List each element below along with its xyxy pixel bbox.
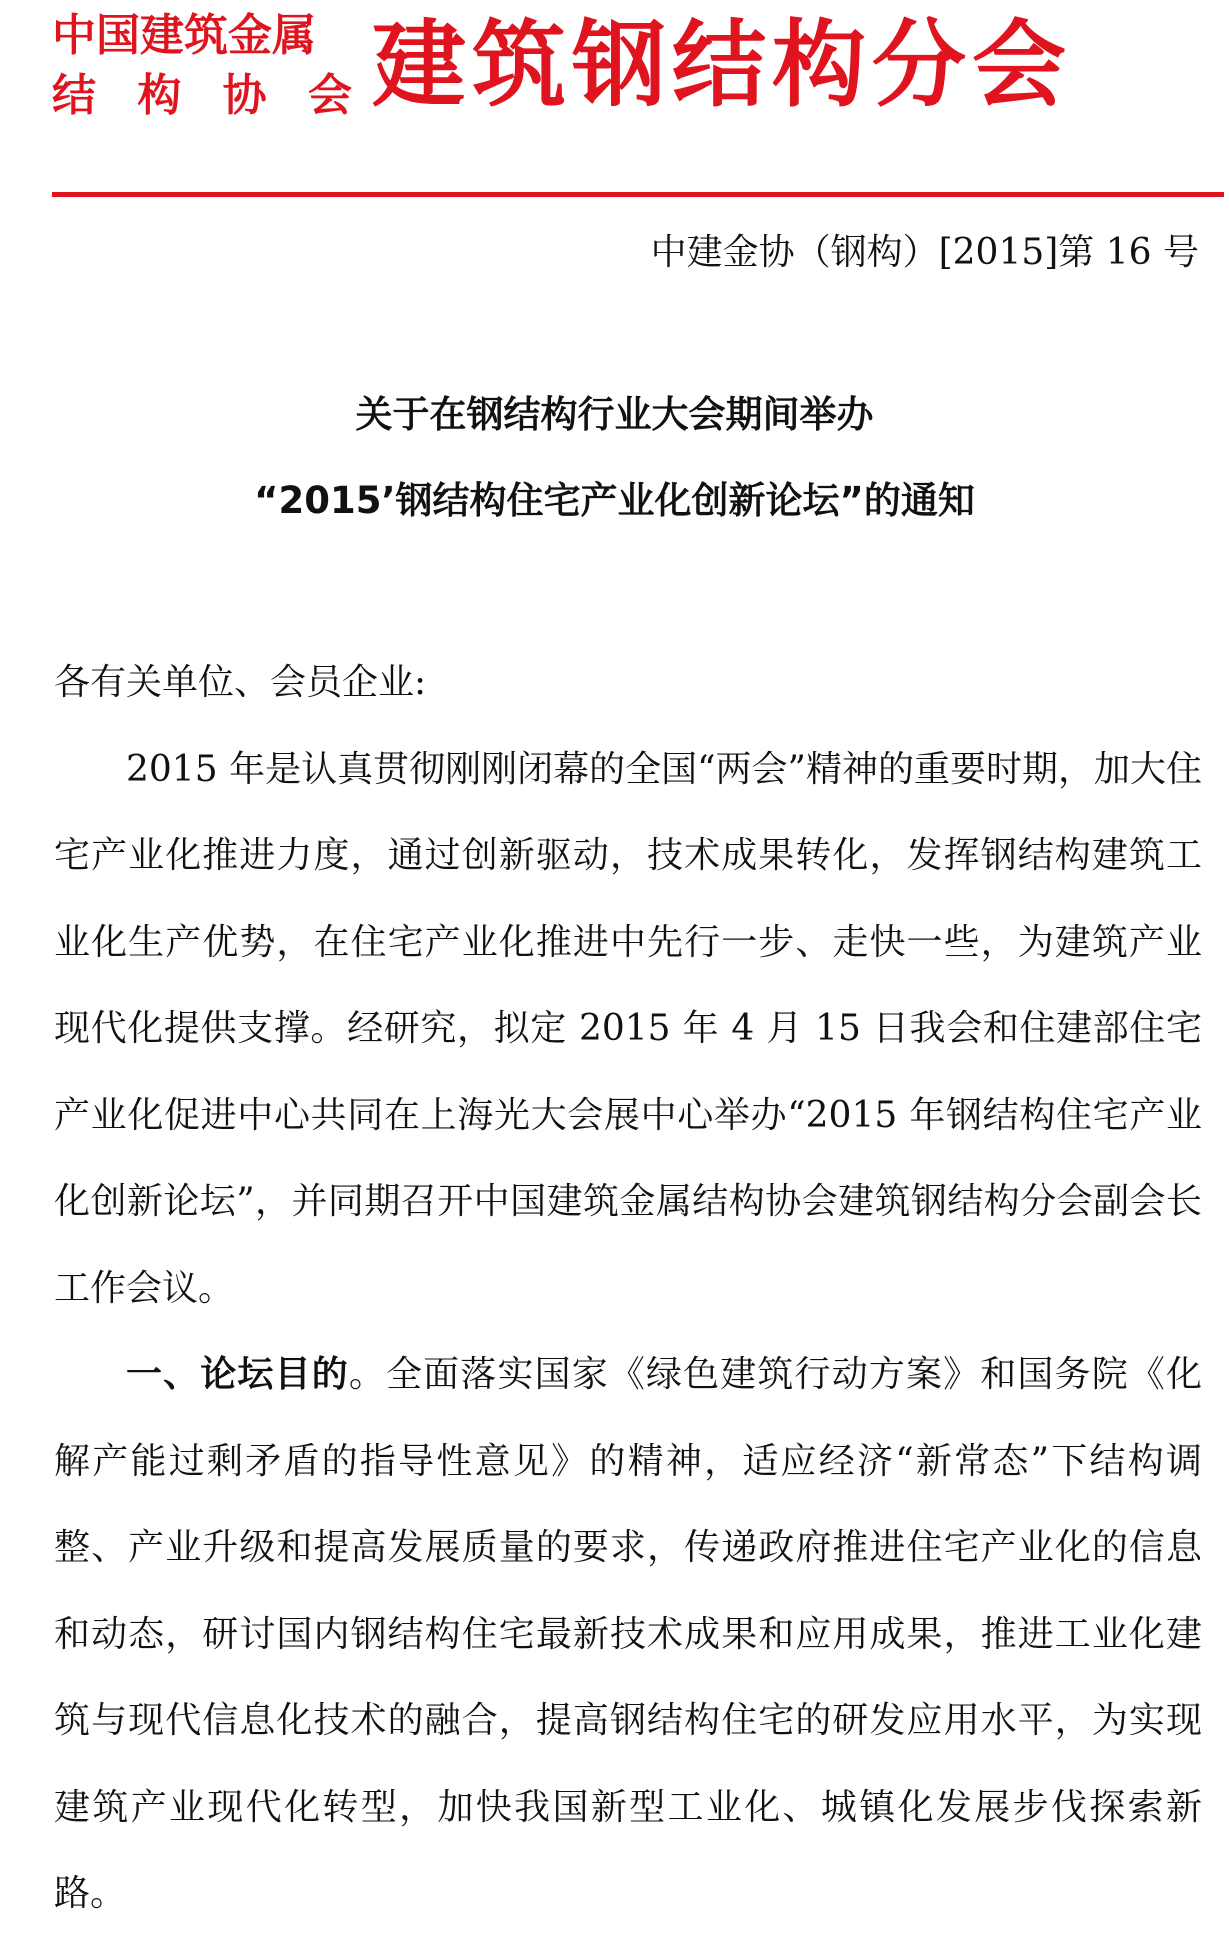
org-name-char: 会 [307,70,352,121]
document-body [54,640,1202,1938]
letterhead-org-name [52,6,352,126]
document-title-line1: 关于在钢结构行业大会期间举办 [355,393,874,436]
body-paragraph-1: 2015 年是认真贯彻刚刚闭幕的全国“两会”精神的重要时期，加大住宅产业化推进力度，通过创新驱动，技术成果转化，发挥钢结构建筑工业化生产优势，在住宅产业化推进中先行一步、走快一些，为建筑产业现代化提供支撑。经研究，拟定 2015 年 4 月 15 日我会和住建部住宅产业化促进中心共同在上海光大会展中心举办“2015 年钢结构住宅产业化创新论坛”，并同期召开中国建筑金属结构协会建筑钢结构分会副会长工作会议。 [54,748,1202,1309]
document-title-line2: “2015’钢结构住宅产业化创新论坛”的通知 [254,479,975,522]
section-1-text: 。全面落实国家《绿色建筑行动方案》和国务院《化解产能过剩矛盾的指导性意见》的精神，适应经济“新常态”下结构调整、产业升级和提高发展质量的要求，传递政府推进住宅产业化的信息和动态，研讨国内钢结构住宅最新技术成果和应用成果，推进工业化建筑与现代信息化技术的融合，提高钢结构住宅的研发应用水平，为实现建筑产业现代化转型，加快我国新型工业化、城镇化发展步伐探索新路。 [54,1354,1202,1914]
org-name-line1: 中国建筑金属 [52,10,316,61]
org-name-char: 构 [137,70,182,121]
org-name-char: 协 [222,70,267,121]
letterhead-divider [52,192,1224,197]
org-name-line2 [52,66,352,126]
section-1-paragraph [54,1332,1202,1938]
org-name-char: 结 [52,70,96,121]
section-1-heading: 一、论坛目的 [126,1354,349,1395]
document-number: 中建金协（钢构）[2015]第 16 号 [650,232,1199,273]
letterhead-branch-name: 建筑钢结构分会 [372,11,1073,120]
salutation: 各有关单位、会员企业: [54,662,427,703]
